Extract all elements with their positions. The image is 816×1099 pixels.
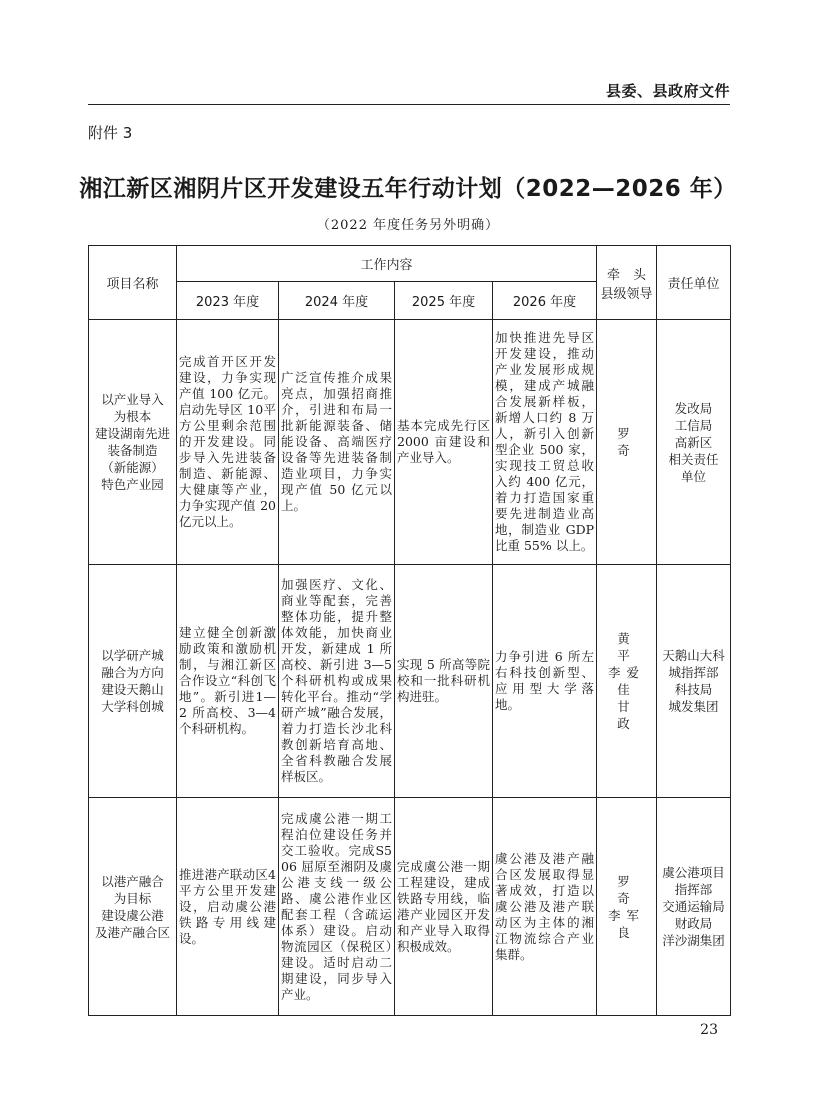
- project-name-line: 融合为方向: [101, 665, 164, 680]
- project-name-line: 以产业导入: [101, 392, 164, 407]
- responsible-unit-cell: [657, 320, 731, 565]
- lead-leader-name: 李军良: [608, 907, 646, 940]
- project-name-line: （新能源）: [101, 460, 164, 475]
- responsible-unit-line: 指挥部: [674, 882, 713, 897]
- responsible-unit-line: 洋沙湖集团: [662, 933, 725, 948]
- task-2024-cell: 广泛宣传推介成果亮点，加强招商推介，引进和布局一批新能源装备、储能设备、高端医疗设备等先进装备制造业项目，力争实现产值 50 亿元以上。: [279, 320, 395, 565]
- responsible-unit-cell: [657, 798, 731, 1016]
- running-header: 县委、县政府文件: [605, 82, 730, 100]
- responsible-unit-line: 工信局: [674, 417, 713, 433]
- lead-leader-name: 李爱佳: [608, 665, 646, 697]
- project-name-line: 建设虞公港: [101, 907, 164, 923]
- task-2023-cell: 推进港产联动区4 平方公里开发建设，启动虞公港铁路专用线建设。: [177, 798, 279, 1016]
- header-year-2026: 2026 年度: [493, 282, 597, 320]
- responsible-unit-line: 发改局: [674, 400, 713, 416]
- project-name-line: 大学科创城: [101, 699, 164, 714]
- action-plan-table: [88, 245, 731, 1016]
- responsible-unit-line: 城发集团: [668, 699, 719, 714]
- header-lead-line1: 牵 头: [607, 267, 647, 283]
- table-row: [89, 565, 731, 798]
- task-2024-cell: 加强医疗、文化、商业等配套，完善整体功能，提升整体效能，加快商业开发，新建成 1 所高校、新引进 3—5个科研机构或成果转化平台。推动“学研产城”融合发展，着力打造长沙北科教创新培育高地、全省科教融合发展样板区。: [279, 565, 395, 798]
- task-2023-cell: 建立健全创新激励政策和激励机制，与湘江新区合作设立“科创飞地”。新引进1—2 所高校、3—4 个科研机构。: [177, 565, 279, 798]
- project-name-cell: [89, 320, 177, 565]
- project-name-line: 及港产融合区: [94, 924, 170, 940]
- task-2023-cell: 完成首开区开发建设，力争实现产值 100 亿元。启动先导区 10平方公里剩余范围的开发建设。同步导入先进装备制造、新能源、大健康等产业，力争实现产值 20亿元以上。: [177, 320, 279, 565]
- task-2025-cell: 基本完成先行区 2000 亩建设和产业导入。: [395, 320, 493, 565]
- responsible-unit-line: 财政局: [674, 916, 713, 931]
- responsible-unit-cell: [657, 565, 731, 798]
- table-row: [89, 320, 731, 565]
- responsible-unit-line: 相关责任: [668, 451, 719, 467]
- lead-leader-cell: [597, 798, 657, 1016]
- document-subtitle: （2022 年度任务另外明确）: [316, 218, 500, 233]
- lead-leader-name: 罗 奇: [617, 873, 655, 906]
- lead-leader-name: 甘 政: [617, 699, 655, 731]
- project-name-line: 为根本: [113, 409, 152, 424]
- project-name-line: 装备制造: [107, 443, 158, 458]
- header-year-2025: 2025 年度: [395, 282, 493, 320]
- header-lead-line2: 县级领导: [600, 286, 653, 302]
- responsible-unit-line: 科技局: [674, 682, 713, 697]
- table-row: [89, 798, 731, 1016]
- responsible-unit-line: 天鹅山大科: [662, 648, 725, 663]
- header-row-1: [89, 246, 731, 282]
- task-2025-cell: 完成虞公港一期工程建设，建成铁路专用线，临港产业园区开发和产业导入取得积极成效。: [395, 798, 493, 1016]
- project-name-cell: [89, 798, 177, 1016]
- task-2025-cell: 实现 5 所高等院校和一批科研机构进驻。: [395, 565, 493, 798]
- lead-leader-cell: [597, 565, 657, 798]
- header-responsible-unit: 责任单位: [657, 246, 731, 320]
- task-2026-cell: 虞公港及港产融合区发展取得显著成效，打造以虞公港及港产联动区为主体的湘江物流综合产业集群。: [493, 798, 597, 1016]
- header-rule: [88, 104, 730, 105]
- project-name-line: 建设湖南先进: [94, 426, 170, 441]
- project-name-cell: [89, 565, 177, 798]
- responsible-unit-line: 虞公港项目: [662, 865, 725, 880]
- project-name-line: 以港产融合: [101, 873, 164, 889]
- header-year-2023: 2023 年度: [177, 282, 279, 320]
- task-2026-cell: 加快推进先导区开发建设，推动产业发展形成规模，建成产城融合发展新样板，新增人口约 8 万人，新引入创新型企业 500 家，实现技工贸总收入约 400 亿元，着力打造国家重要先进制造业高地，制造业 GDP比重 55% 以上。: [493, 320, 597, 565]
- task-2026-cell: 力争引进 6 所左右科技创新型、应用型大学落地。: [493, 565, 597, 798]
- project-name-line: 特色产业园: [101, 477, 164, 492]
- project-name-line: 为目标: [113, 890, 152, 906]
- attachment-label: 附件 3: [88, 124, 133, 142]
- document-title: 湘江新区湘阴片区开发建设五年行动计划（2022—2026 年）: [79, 176, 737, 202]
- lead-leader-name: 罗 奇: [617, 426, 655, 458]
- header-work-content: 工作内容: [177, 246, 597, 282]
- responsible-unit-line: 城指挥部: [668, 665, 719, 680]
- responsible-unit-line: 高新区: [674, 434, 713, 450]
- header-project-name: 项目名称: [89, 246, 177, 320]
- lead-leader-name: 黄 平: [617, 631, 655, 663]
- project-name-line: 以学研产城: [101, 648, 164, 663]
- task-2024-cell: 完成虞公港一期工程泊位建设任务并交工验收。完成S506 屈原至湘阴及虞公港支线一级公路、虞公港作业区配套工程（含疏运体系）建设。启动物流园区（保税区）建设。适时启动二期建设，同步导入产业。: [279, 798, 395, 1016]
- lead-leader-cell: [597, 320, 657, 565]
- page-number: 23: [700, 1022, 718, 1038]
- project-name-line: 建设天鹅山: [101, 682, 164, 697]
- responsible-unit-line: 单位: [681, 468, 707, 484]
- header-year-2024: 2024 年度: [279, 282, 395, 320]
- responsible-unit-line: 交通运输局: [662, 899, 725, 914]
- header-lead-leader: [597, 246, 657, 320]
